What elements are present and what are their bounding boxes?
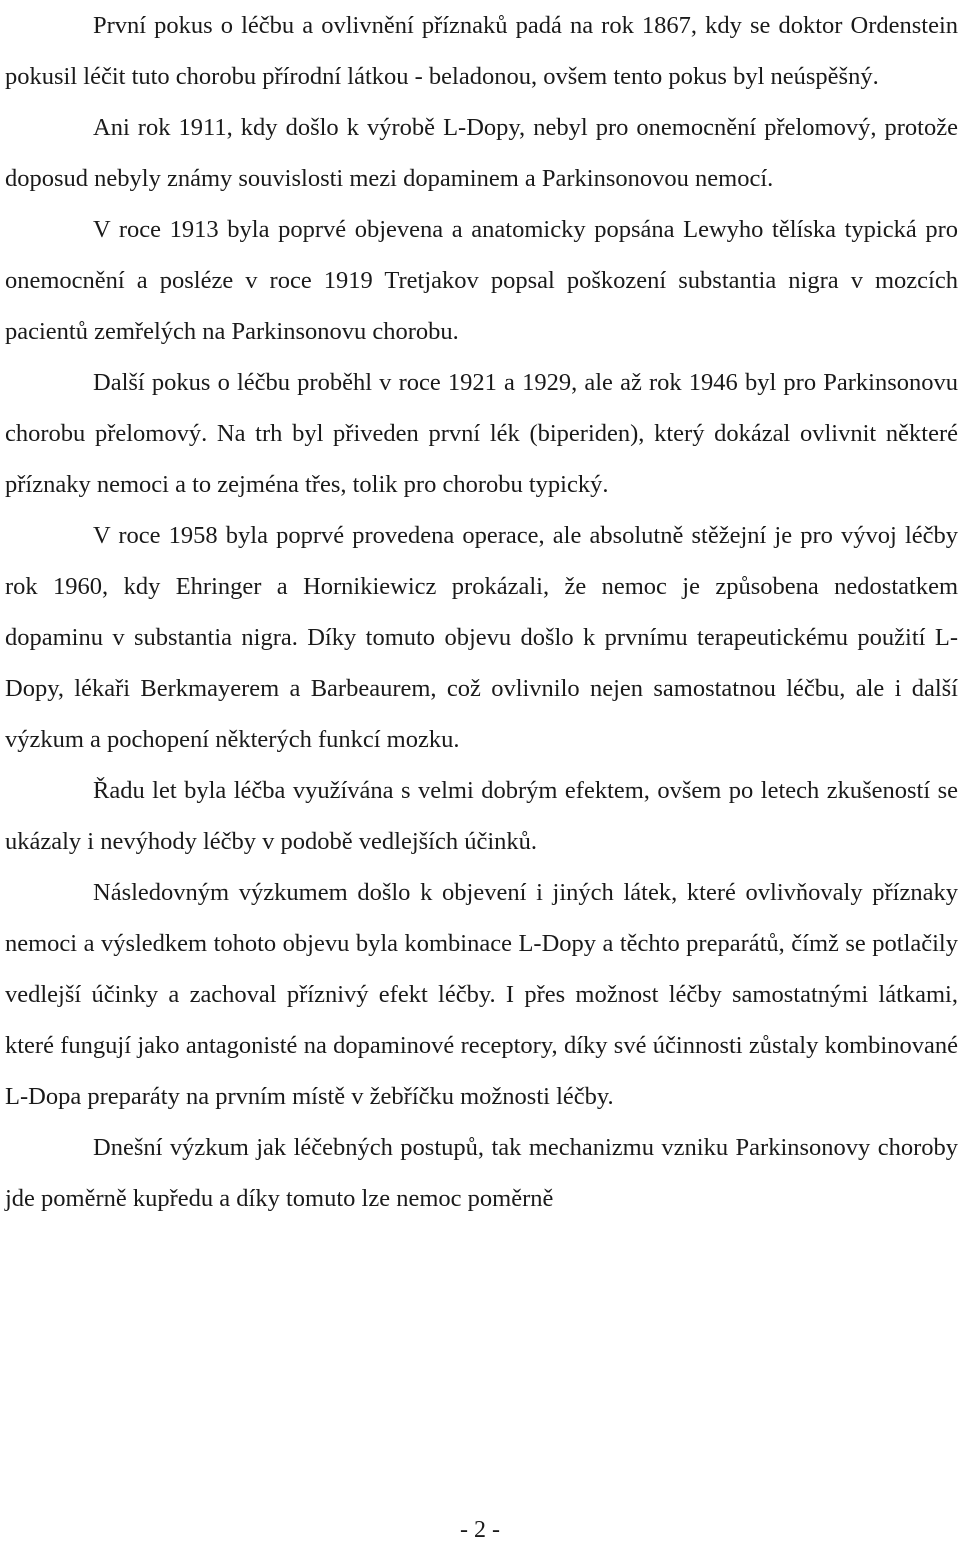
- paragraph-1: První pokus o léčbu a ovlivnění příznaků padá na rok 1867, kdy se doktor Ordenstein pokusil léčit tuto chorobu přírodní látkou - beladonou, ovšem tento pokus byl neúspěšný.: [5, 12, 958, 90]
- paragraph-4: Další pokus o léčbu proběhl v roce 1921 a 1929, ale až rok 1946 byl pro Parkinsonovu chorobu přelomový. Na trh byl přiveden první lék (biperiden), který dokázal ovlivnit některé příznaky nemoci a to zejména třes, tolik pro chorobu typický.: [5, 369, 958, 498]
- paragraph-5: V roce 1958 byla poprvé provedena operace, ale absolutně stěžejní je pro vývoj léčby rok 1960, kdy Ehringer a Hornikiewicz prokázali, že nemoc je způsobena nedostatkem dopaminu v substantia nigra. Díky tomuto objevu došlo k prvnímu terapeutickému použití L-Dopy, lékaři Berkmayerem a Barbeaurem, což ovlivnilo nejen samostatnou léčbu, ale i další výzkum a pochopení některých funkcí mozku.: [5, 522, 958, 753]
- paragraph-2: Ani rok 1911, kdy došlo k výrobě L-Dopy, nebyl pro onemocnění přelomový, protože doposud nebyly známy souvislosti mezi dopaminem a Parkinsonovou nemocí.: [5, 114, 958, 192]
- paragraph-3: V roce 1913 byla poprvé objevena a anatomicky popsána Lewyho tělíska typická pro onemocnění a posléze v roce 1919 Tretjakov popsal poškození substantia nigra v mozcích pacientů zemřelých na Parkinsonovu chorobu.: [5, 216, 958, 345]
- document-body: [5, 0, 958, 1224]
- paragraph-7: Následovným výzkumem došlo k objevení i jiných látek, které ovlivňovaly příznaky nemoci a výsledkem tohoto objevu byla kombinace L-Dopy a těchto preparátů, čímž se potlačily vedlejší účinky a zachoval příznivý efekt léčby. I přes možnost léčby samostatnými látkami, které fungují jako antagonisté na dopaminové receptory, díky své účinnosti zůstaly kombinované L-Dopa preparáty na prvním místě v žebříčku možnosti léčby.: [5, 879, 958, 1110]
- paragraph-6: Řadu let byla léčba využívána s velmi dobrým efektem, ovšem po letech zkušeností se ukázaly i nevýhody léčby v podobě vedlejších účinků.: [5, 777, 958, 855]
- paragraph-8: Dnešní výzkum jak léčebných postupů, tak mechanizmu vzniku Parkinsonovy choroby jde poměrně kupředu a díky tomuto lze nemoc poměrně: [5, 1134, 958, 1212]
- page-number: - 2 -: [460, 1517, 500, 1543]
